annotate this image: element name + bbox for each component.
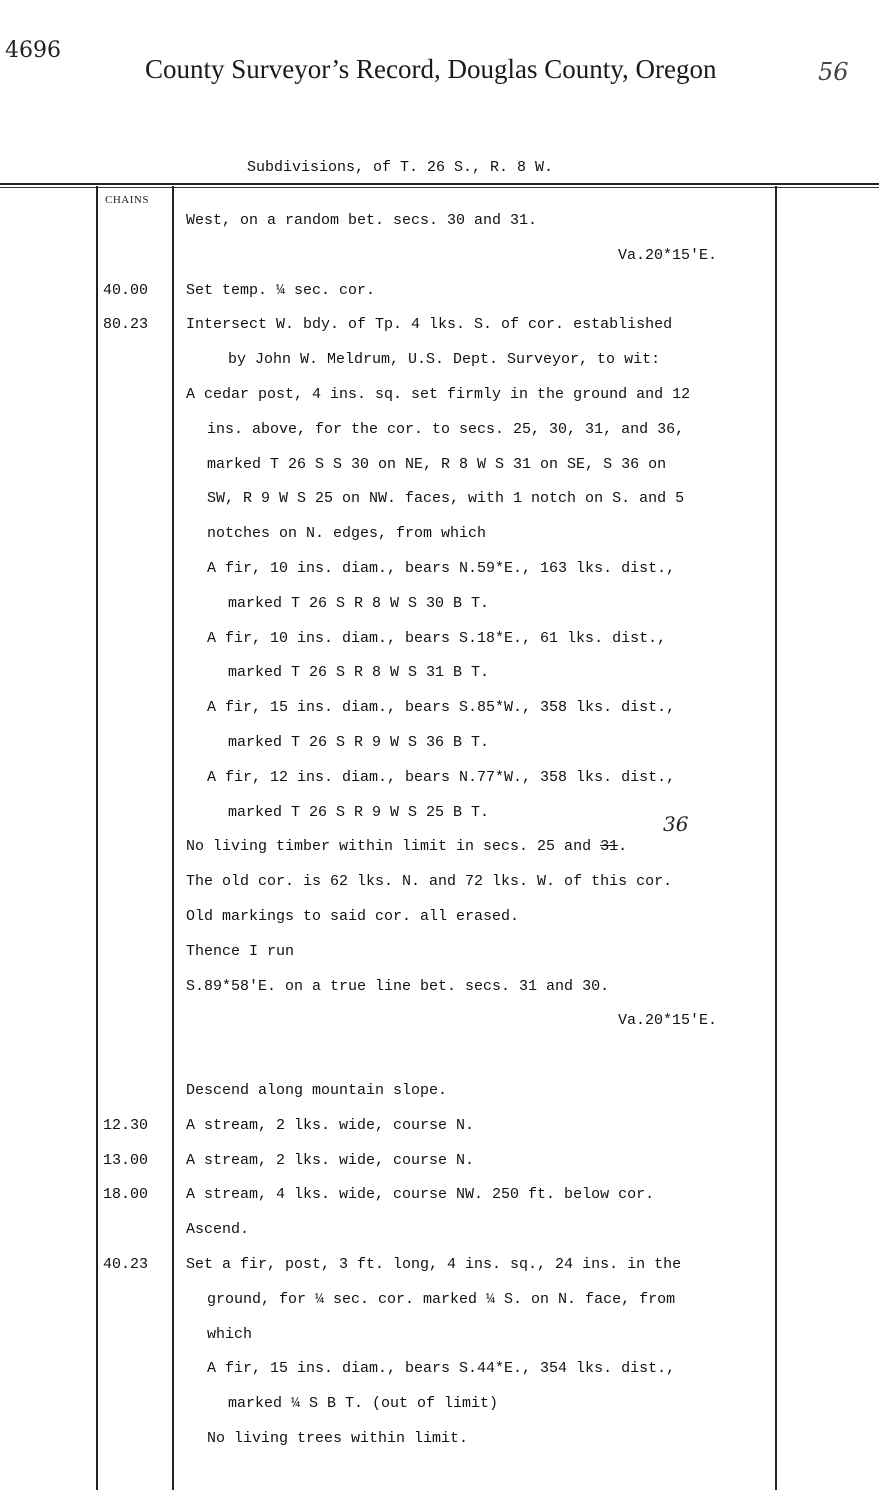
correction-annotation: 36: [663, 812, 689, 836]
struck-value: 31: [600, 838, 619, 856]
chain-value: 12.30: [103, 1116, 149, 1134]
record-line: [186, 838, 627, 855]
record-line: Va.20*15'E.: [618, 246, 718, 264]
record-line: A fir, 10 ins. diam., bears N.59*E., 163 lks. dist.,: [207, 560, 676, 577]
record-line: notches on N. edges, from which: [207, 525, 487, 543]
handwritten-page-number: 56: [818, 58, 849, 86]
record-line: A fir, 15 ins. diam., bears S.44*E., 354 lks. dist.,: [207, 1360, 676, 1378]
header-title: County Surveyor’s Record, Douglas County, Oregon: [145, 54, 717, 84]
chain-value: 40.23: [103, 1256, 149, 1273]
record-line: A fir, 10 ins. diam., bears S.18*E., 61 lks. dist.,: [207, 629, 667, 647]
record-line-suffix: .: [618, 838, 628, 856]
record-line: marked T 26 S R 9 W S 25 B T.: [228, 803, 490, 821]
record-line: Old markings to said cor. all erased.: [186, 908, 520, 925]
record-line: Intersect W. bdy. of Tp. 4 lks. S. of cor. established: [186, 316, 673, 334]
record-line-text: No living timber within limit in secs. 25 and: [186, 838, 601, 856]
record-line: marked T 26 S R 8 W S 30 B T.: [228, 594, 490, 612]
top-rule-thin: [0, 187, 879, 188]
record-line: Set a fir, post, 3 ft. long, 4 ins. sq., 24 ins. in the: [186, 1256, 682, 1273]
chain-value: 40.00: [103, 281, 149, 299]
left-column-line: [96, 186, 98, 1490]
right-column-line: [775, 186, 777, 1490]
record-line: Descend along mountain slope.: [186, 1082, 448, 1099]
record-line: No living trees within limit.: [207, 1430, 469, 1447]
page-number: 4696: [5, 38, 61, 63]
chain-value: 13.00: [103, 1151, 149, 1169]
record-line: A fir, 12 ins. diam., bears N.77*W., 358 lks. dist.,: [207, 768, 676, 786]
record-line: ground, for ¼ sec. cor. marked ¼ S. on N. face, from: [207, 1290, 676, 1308]
chains-column-line: [172, 186, 174, 1490]
record-line: A stream, 4 lks. wide, course NW. 250 ft. below cor.: [186, 1186, 655, 1204]
section-title: Subdivisions, of T. 26 S., R. 8 W.: [247, 159, 554, 176]
record-line: SW, R 9 W S 25 on NW. faces, with 1 notch on S. and 5: [207, 490, 685, 508]
record-line: A fir, 15 ins. diam., bears S.85*W., 358 lks. dist.,: [207, 699, 676, 717]
record-line: by John W. Meldrum, U.S. Dept. Surveyor, to wit:: [228, 351, 661, 369]
record-line: A cedar post, 4 ins. sq. set firmly in the ground and 12: [186, 386, 691, 403]
record-line: Va.20*15'E.: [618, 1012, 718, 1030]
record-line: A stream, 2 lks. wide, course N.: [186, 1151, 475, 1169]
record-line: marked T 26 S R 8 W S 31 B T.: [228, 664, 490, 682]
chain-value: 80.23: [103, 316, 149, 334]
record-line: S.89*58'E. on a true line bet. secs. 31 and 30.: [186, 977, 610, 995]
record-line: ins. above, for the cor. to secs. 25, 30, 31, and 36,: [207, 420, 685, 438]
record-line: marked T 26 S S 30 on NE, R 8 W S 31 on SE, S 36 on: [207, 455, 667, 473]
record-line: The old cor. is 62 lks. N. and 72 lks. W. of this cor.: [186, 873, 673, 891]
chain-value: 18.00: [103, 1186, 149, 1204]
record-line: West, on a random bet. secs. 30 and 31.: [186, 212, 538, 229]
record-line: A stream, 2 lks. wide, course N.: [186, 1116, 475, 1134]
top-rule: [0, 183, 879, 185]
record-line: Set temp. ¼ sec. cor.: [186, 281, 376, 299]
record-line: Ascend.: [186, 1221, 250, 1239]
record-line: marked T 26 S R 9 W S 36 B T.: [228, 734, 490, 751]
record-line: Thence I run: [186, 942, 295, 960]
chains-header: CHAINS: [105, 194, 149, 206]
record-line: which: [207, 1325, 253, 1343]
record-line: marked ¼ S B T. (out of limit): [228, 1395, 499, 1413]
